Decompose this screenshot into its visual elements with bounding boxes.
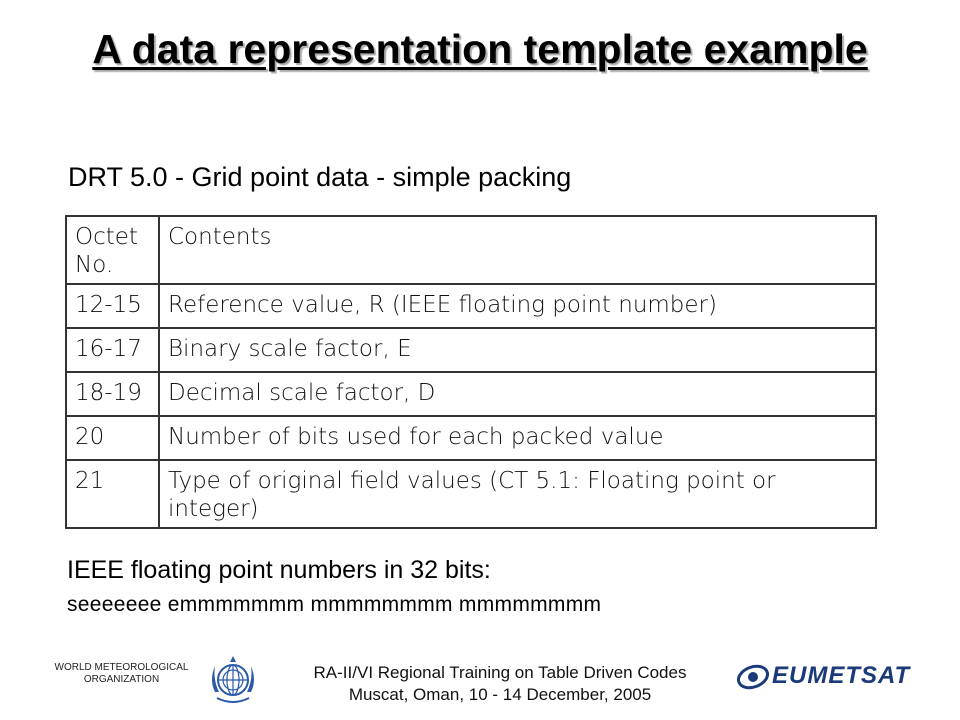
wmo-name [44,662,199,686]
octet-cell: 12-15 [66,284,159,328]
table-row [66,460,876,528]
octet-cell: 20 [66,416,159,460]
contents-cell: Decimal scale factor, D [159,372,876,416]
table-row [66,328,876,372]
table-row [66,284,876,328]
footer-line1: RA-II/VI Regional Training on Table Driven Codes [313,663,687,682]
eumetsat-wordmark: EUMETSAT [772,662,911,689]
slide-subtitle: DRT 5.0 - Grid point data - simple packing [68,162,572,192]
ieee-bit-layout: seeeeeee emmmmmmm mmmmmmmm mmmmmmmm [67,593,602,616]
slide-title: A data representation template example [92,26,868,72]
drt-table [65,215,877,529]
contents-cell: Type of original field values (CT 5.1: Floating point or integer) [159,460,876,528]
octet-cell: 21 [66,460,159,528]
footer-event [240,662,760,706]
octet-cell: 18-19 [66,372,159,416]
table-row [66,372,876,416]
header-octet: Octet No. [66,216,159,284]
footer-line2: Muscat, Oman, 10 - 14 December, 2005 [348,685,652,704]
ieee-heading: IEEE floating point numbers in 32 bits: [67,556,491,584]
table-row [66,416,876,460]
table-header-row [66,216,876,284]
contents-cell: Number of bits used for each packed value [159,416,876,460]
header-contents: Contents [159,216,876,284]
wmo-name-line2: ORGANIZATION [83,674,160,685]
octet-cell: 16-17 [66,328,159,372]
contents-cell: Reference value, R (IEEE floating point number) [159,284,876,328]
wmo-name-line1: WORLD METEOROLOGICAL [54,662,189,673]
contents-cell: Binary scale factor, E [159,328,876,372]
